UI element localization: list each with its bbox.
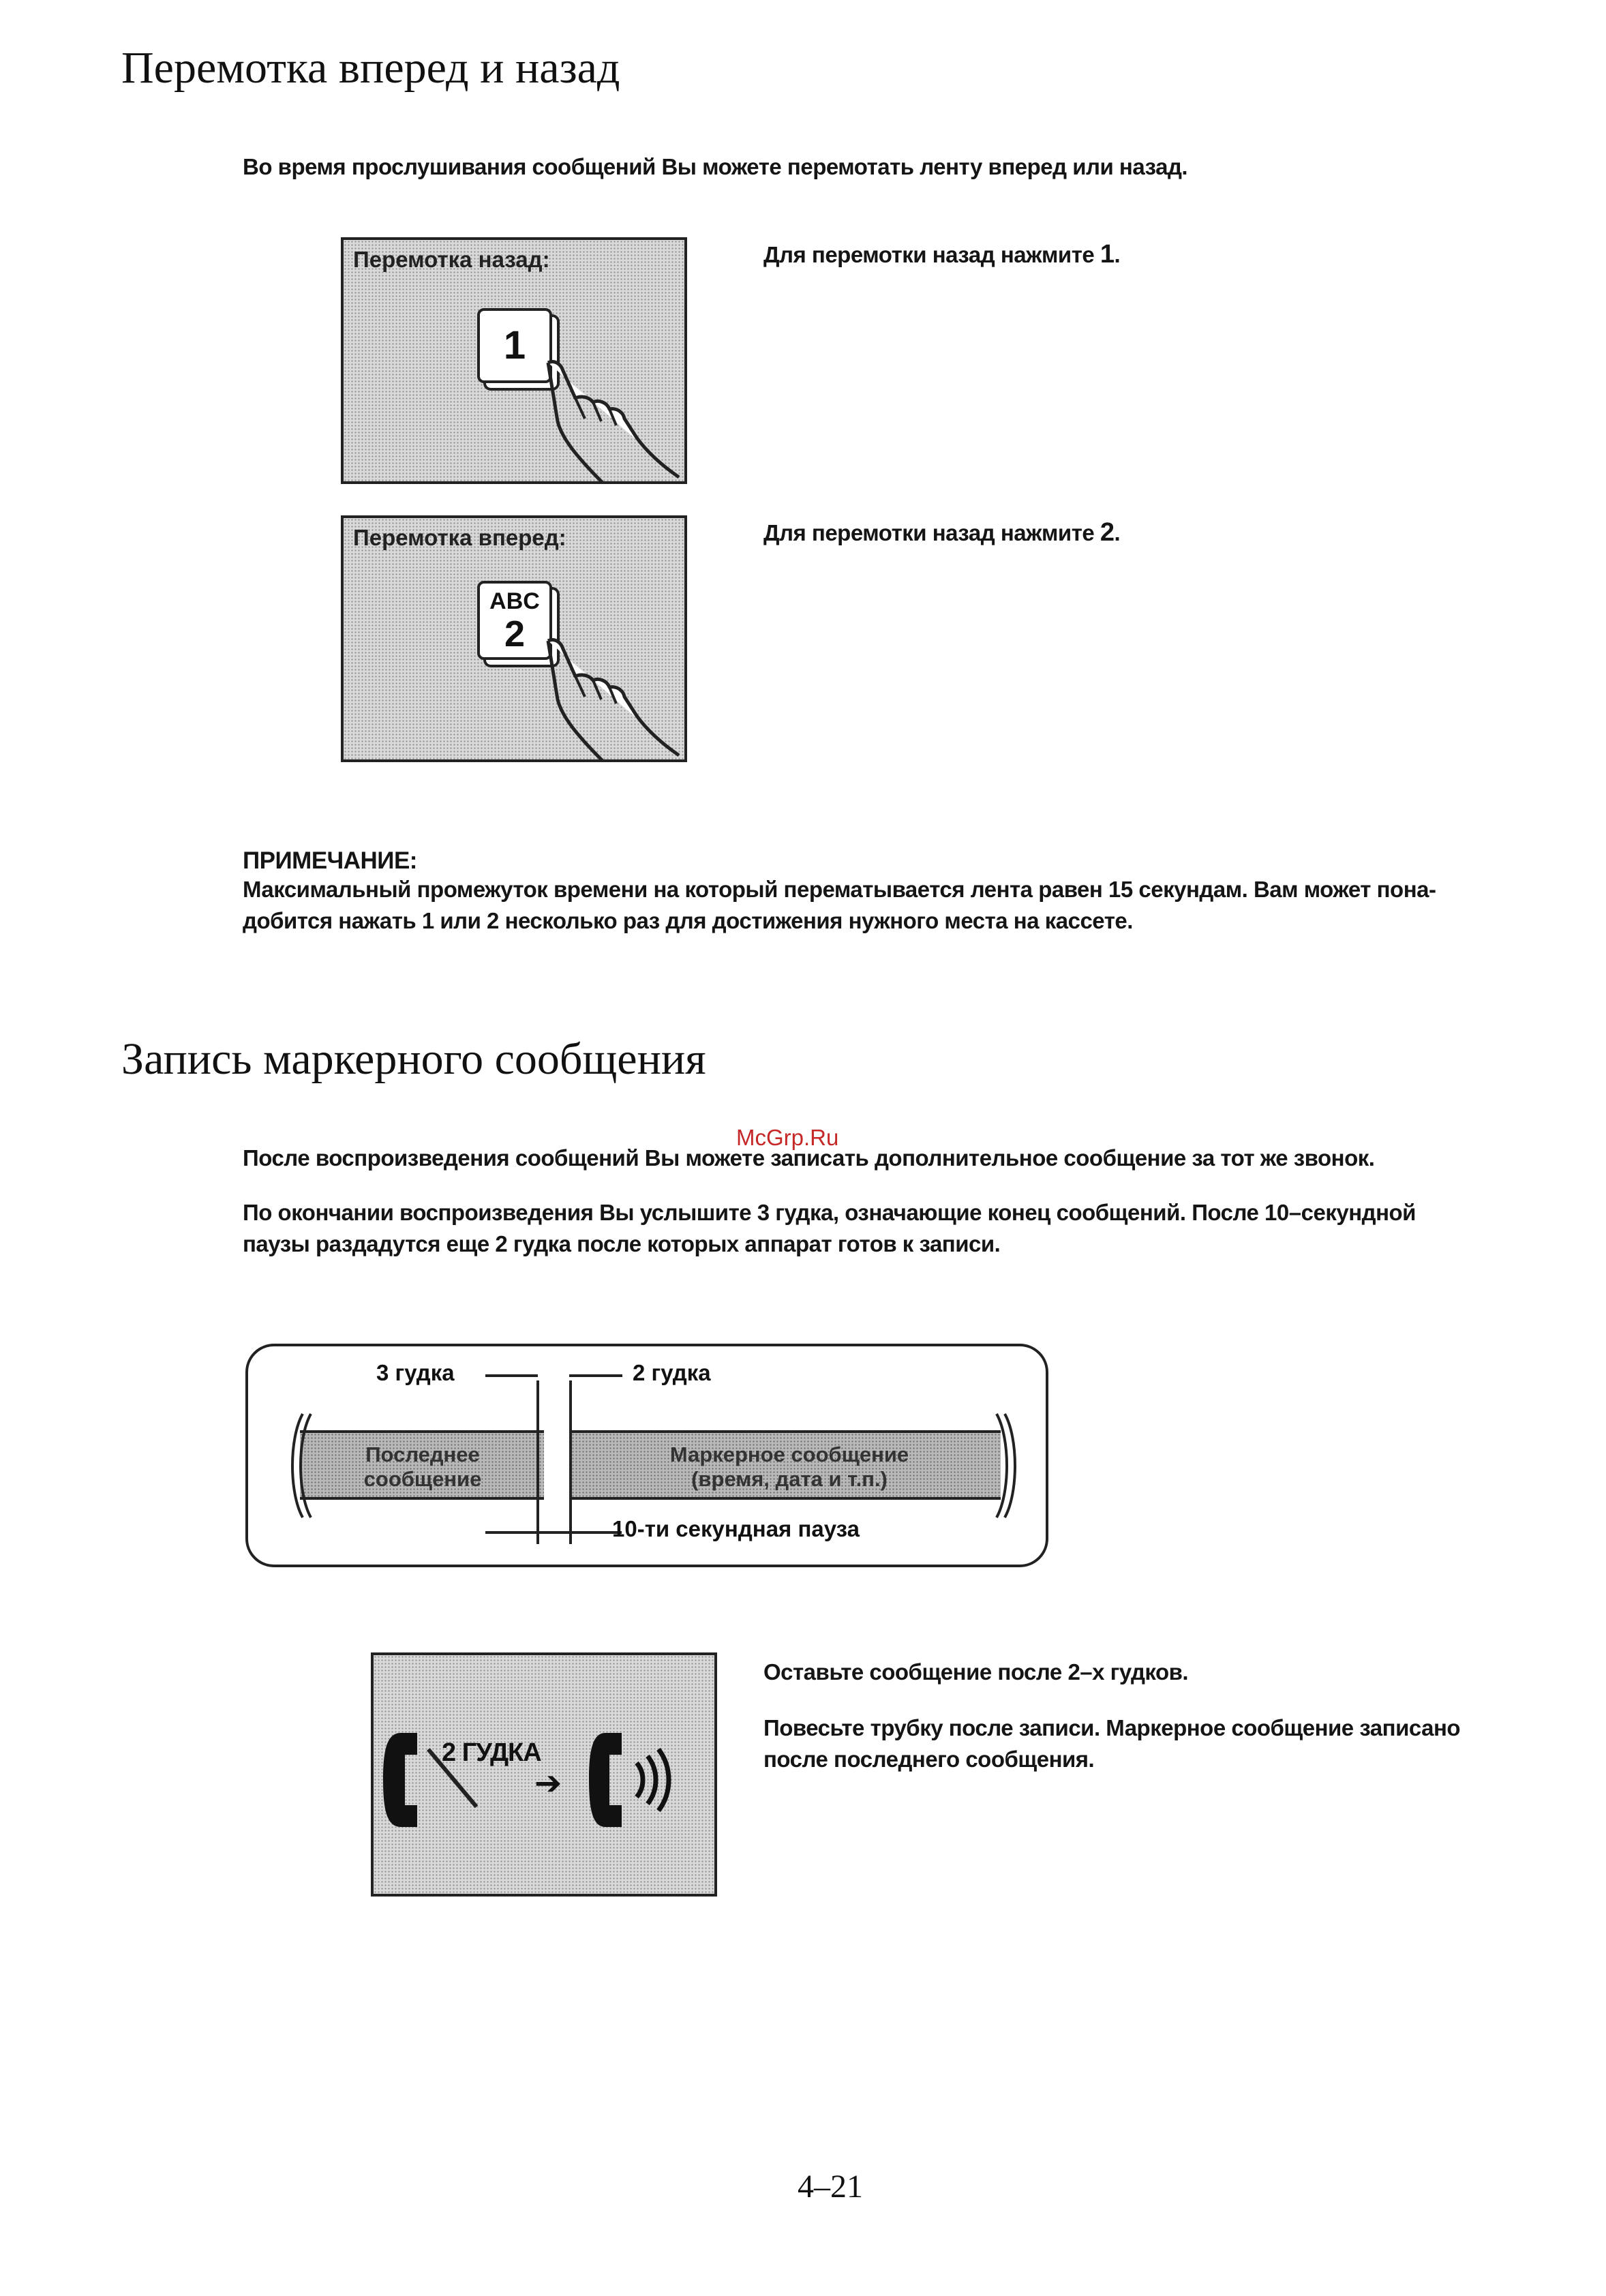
watermark: McGrp.Ru	[736, 1125, 839, 1150]
key-2-label: 2	[504, 614, 526, 654]
beep-2-leader-line	[569, 1374, 622, 1377]
section-heading-rewind: Перемотка вперед и назад	[121, 43, 620, 93]
section-heading-marker: Запись маркерного сообщения	[121, 1034, 706, 1084]
forward-instruction-end: .	[1114, 520, 1121, 545]
marker-line-1: Маркерное сообщение	[669, 1442, 909, 1466]
step-2-line-1: Повесьте трубку после записи. Маркерное сообщение записано	[763, 1715, 1461, 1740]
handset-hung-up-icon	[589, 1729, 691, 1831]
forward-instruction-text: Для перемотки назад нажмите	[763, 520, 1100, 545]
step-1: Оставьте сообщение после 2–х гудков.	[763, 1659, 1189, 1685]
tape-break-left-icon	[286, 1411, 320, 1520]
pressing-finger-icon	[528, 634, 684, 764]
note-line-2: добится нажать 1 или 2 несколько раз для достижения нужного места на кассете.	[243, 908, 1133, 933]
last-message-line-1: Последнее	[365, 1442, 480, 1466]
key-2-letters: ABC	[489, 588, 540, 614]
beep-3-leader-line	[485, 1374, 538, 1377]
last-message-line-2: сообщение	[363, 1467, 482, 1491]
forward-instruction-key: 2	[1100, 518, 1115, 547]
forward-illustration	[341, 515, 687, 762]
step-2-line-2: после последнего сообщения.	[763, 1747, 1095, 1772]
pause-dimension-line	[485, 1531, 622, 1534]
rewind-instruction-text: Для перемотки назад нажмите	[763, 242, 1100, 267]
marker-message-segment	[571, 1430, 1001, 1500]
rewind-illustration	[341, 237, 687, 484]
forward-panel-title: Перемотка вперед:	[353, 525, 566, 550]
page-number: 4–21	[798, 2169, 863, 2205]
pause-label: 10-ти секундная пауза	[612, 1516, 860, 1541]
note-title: ПРИМЕЧАНИЕ:	[243, 847, 417, 874]
key-1-label: 1	[503, 323, 526, 367]
pressing-finger-icon	[528, 356, 684, 485]
last-message-segment	[300, 1430, 544, 1500]
hang-up-illustration	[371, 1652, 717, 1897]
forward-instruction	[763, 517, 1120, 549]
note-line-1: Максимальный промежуток времени на который перематывается лента равен 15 секундам. Вам может пона-	[243, 877, 1436, 902]
rewind-instruction	[763, 239, 1120, 271]
tape-break-right-icon	[987, 1411, 1021, 1520]
rewind-instruction-end: .	[1114, 242, 1121, 267]
marker-paragraph-1: После воспроизведения сообщений Вы можете записать дополнительное сообщение за тот же звонок.	[243, 1145, 1375, 1170]
rewind-instruction-key: 1	[1100, 240, 1115, 269]
beeps-label: 2 ГУДКА	[442, 1738, 541, 1767]
marker-line-2: (время, дата и т.п.)	[691, 1467, 888, 1491]
beep-3-marker-line	[536, 1380, 539, 1544]
beep-3-label: 3 гудка	[376, 1360, 455, 1385]
rewind-panel-title: Перемотка назад:	[353, 247, 550, 272]
marker-paragraph-2-line-1: По окончании воспроизведения Вы услышите 3 гудка, означающие конец сообщений. После 10–секундной	[243, 1200, 1416, 1225]
arrow-right-icon: ➔	[534, 1766, 562, 1802]
beep-2-label: 2 гудка	[633, 1360, 711, 1385]
handset-left-icon	[378, 1729, 439, 1831]
beep-2-marker-line	[569, 1380, 572, 1544]
intro-paragraph: Во время прослушивания сообщений Вы можете перемотать ленту вперед или назад.	[243, 154, 1188, 179]
marker-paragraph-2-line-2: паузы раздадутся еще 2 гудка после которых аппарат готов к записи.	[243, 1231, 1001, 1256]
